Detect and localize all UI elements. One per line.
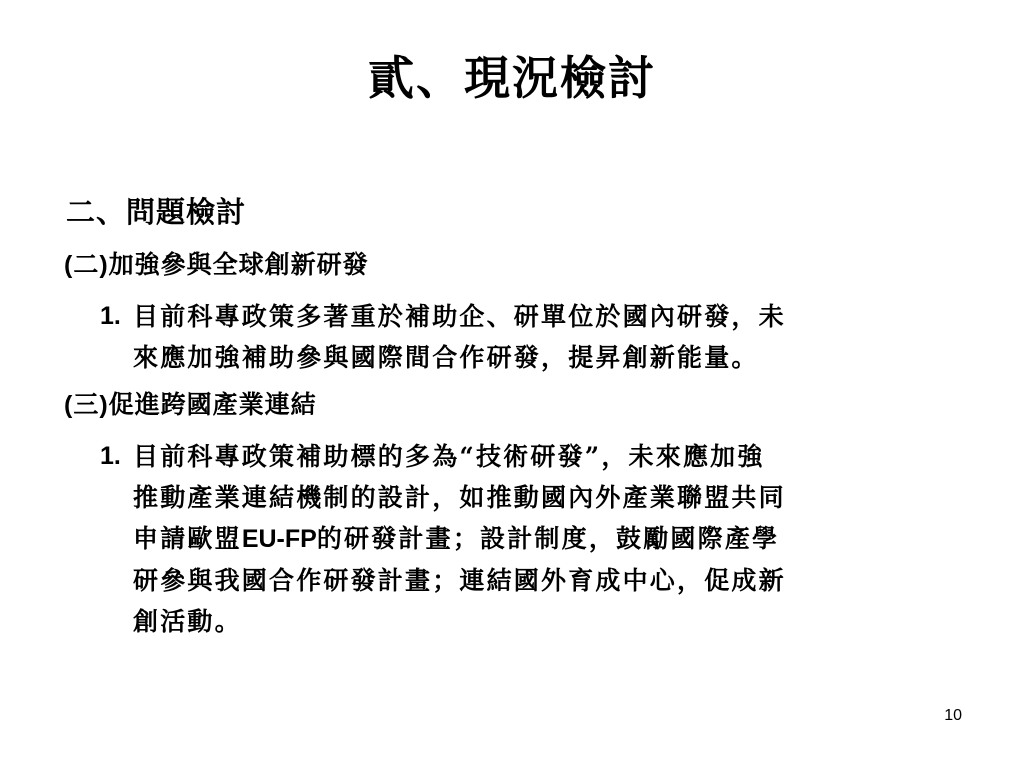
list-item xyxy=(100,436,960,642)
item-text-line: 創活動。 xyxy=(133,607,242,636)
item-text-line: 目前科專政策補助標的多為“技術研發”，未來應加強 xyxy=(133,442,765,471)
slide-title: 貳、現況檢討 xyxy=(368,51,656,105)
subsection-heading-3 xyxy=(64,387,317,423)
subsection-marker: (二) xyxy=(64,250,109,279)
item-text-line: 推動產業連結機制的設計，如推動國內外產業聯盟共同 xyxy=(133,483,786,512)
item-text-line: 來應加強補助參與國際間合作研發，提昇創新能量。 xyxy=(133,343,759,372)
item-text-line: 申請歐盟EU-FP的研發計畫；設計制度，鼓勵國際產學 xyxy=(133,524,780,553)
page-number: 10 xyxy=(944,707,962,724)
subsection-marker: (三) xyxy=(64,390,109,419)
subsection-heading-text: 加強參與全球創新研發 xyxy=(108,250,369,279)
section-heading: 二、問題檢討 xyxy=(66,195,247,229)
item-number: 1. xyxy=(100,302,121,330)
subsection-heading-2 xyxy=(64,247,369,283)
item-number: 1. xyxy=(100,442,121,470)
subsection-heading-text: 促進跨國產業連結 xyxy=(108,390,317,419)
item-text-line: 目前科專政策多著重於補助企、研單位於國內研發，未 xyxy=(133,302,786,331)
inline-latin-term: EU-FP xyxy=(241,525,317,553)
item-text-line: 研參與我國合作研發計畫；連結國外育成中心，促成新 xyxy=(133,566,786,595)
list-item xyxy=(100,296,960,378)
